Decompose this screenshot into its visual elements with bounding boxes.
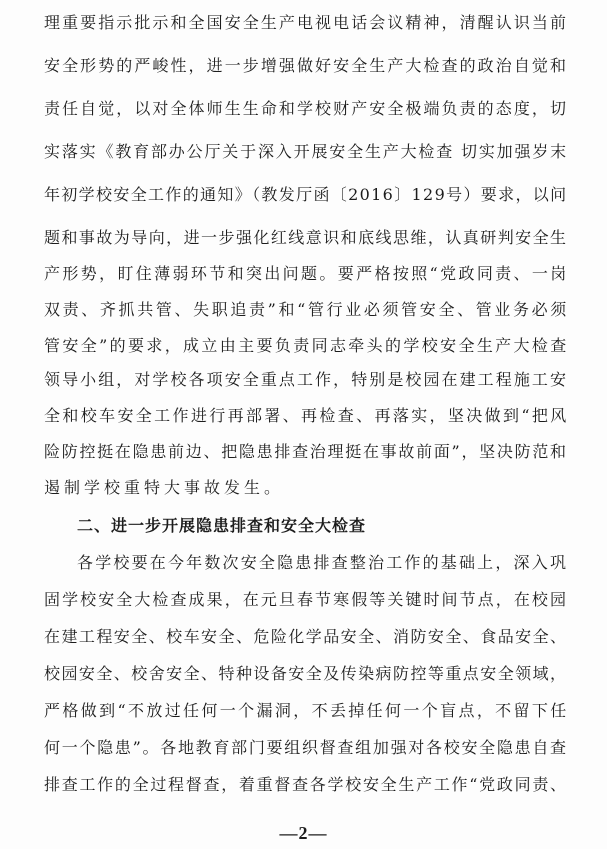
paragraph-line: 校园安全、校舍安全、特种设备安全及传染病防控等重点安全领域， (44, 664, 568, 683)
paragraph-line: 实落实《教育部办公厅关于深入开展安全生产大检查 切实加强岁末 (44, 142, 568, 161)
paragraph-line: 管安全”的要求，成立由主要负责同志牵头的学校安全生产大检查 (44, 336, 569, 355)
paragraph-line: 双责、齐抓共管、失职追责”和“管行业必须管安全、管业务必须 (44, 300, 569, 319)
paragraph-line: 题和事故为导向，进一步强化红线意识和底线思维，认真研判安全生 (44, 228, 568, 247)
paragraph-line: 遏制学校重特大事故发生。 (44, 478, 285, 497)
section-heading: 二、进一步开展隐患排查和安全大检查 (77, 516, 367, 535)
paragraph-line: 领导小组，对学校各项安全重点工作，特别是校园在建工程施工安 (44, 370, 569, 389)
paragraph-line: 险防控挺在隐患前边、把隐患排查治理挺在事故前面”，坚决防范和 (44, 442, 568, 461)
paragraph-line: 产形势，盯住薄弱环节和突出问题。要严格按照“党政同责、一岗 (44, 264, 569, 283)
paragraph-line: 在建工程安全、校车安全、危险化学品安全、消防安全、食品安全、 (44, 627, 568, 646)
paragraph-line: 责任自觉，以对全体师生生命和学校财产安全极端负责的态度，切 (44, 99, 569, 118)
paragraph-line: 安全形势的严峻性，进一步增强做好安全生产大检查的政治自觉和 (44, 56, 569, 75)
paragraph-line: 理重要指示批示和全国安全生产电视电话会议精神，清醒认识当前 (44, 13, 569, 32)
paragraph-line: 固学校安全大检查成果，在元旦春节寒假等关键时间节点，在校园 (44, 590, 569, 609)
page-number: —2— (279, 823, 328, 843)
paragraph-line: 年初学校安全工作的通知》（教发厅函〔2016〕129号）要求，以问 (44, 185, 568, 204)
paragraph-line: 严格做到“不放过任何一个漏洞，不丢掉任何一个盲点，不留下任 (44, 701, 569, 720)
paragraph-line: 何一个隐患”。各地教育部门要组织督查组加强对各校安全隐患自查 (44, 738, 568, 757)
paragraph-line: 全和校车安全工作进行再部署、再检查、再落实，坚决做到“把风 (44, 406, 569, 425)
paragraph-line: 各学校要在今年数次安全隐患排查整治工作的基础上，深入巩 (77, 553, 569, 572)
paragraph-line: 排查工作的全过程督查，着重督查各学校安全生产工作“党政同责、 (44, 775, 568, 794)
